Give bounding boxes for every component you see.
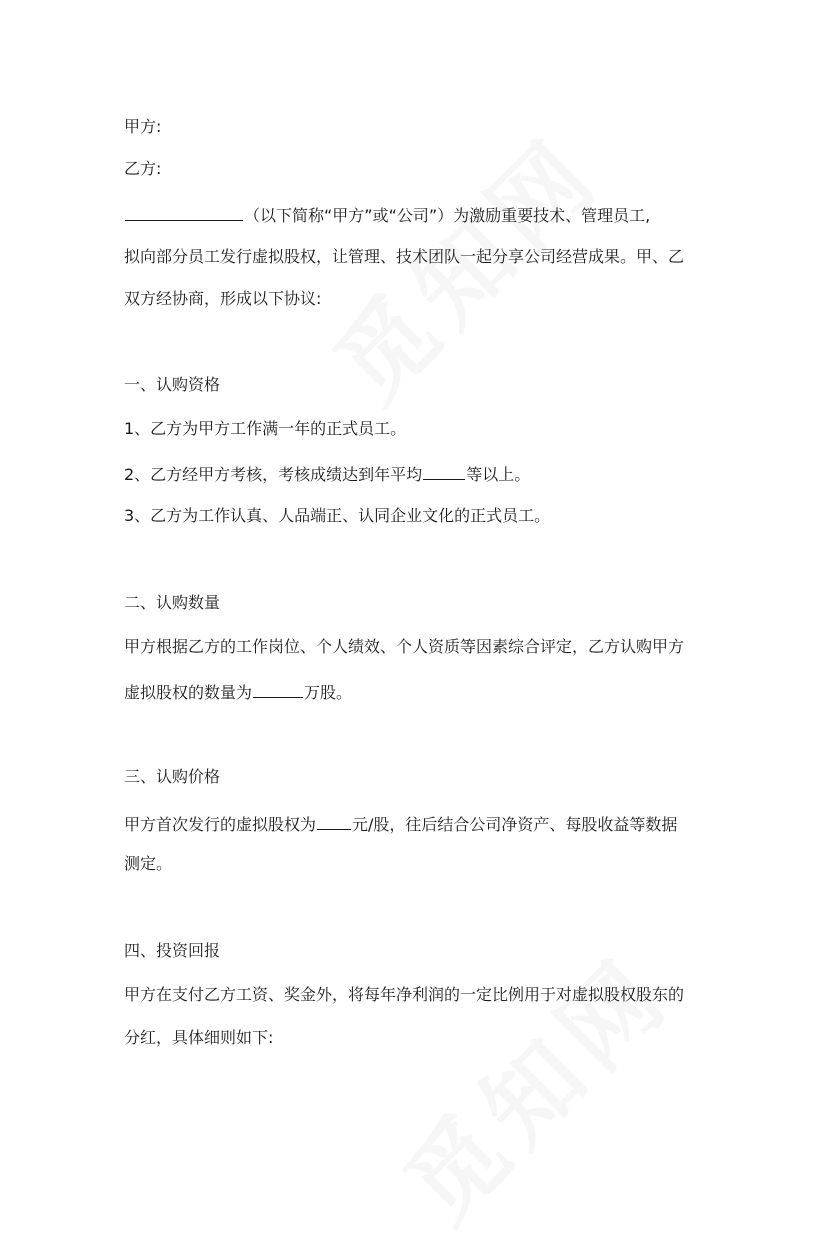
- quantity-blank: [253, 679, 303, 698]
- item-2-text-post: 等以上。: [466, 465, 531, 484]
- section-4-line-1: 甲方在支付乙方工资、奖金外，将每年净利润的一定比例用于对虚拟股权股东的: [124, 985, 685, 1004]
- grade-blank: [423, 461, 465, 480]
- intro-line-1: [124, 202, 650, 224]
- quantity-text-pre: 虚拟股权的数量为: [124, 683, 253, 702]
- section-1-title: 一、认购资格: [124, 375, 221, 394]
- quantity-text-post: 万股。: [304, 683, 353, 702]
- section-1-item-1: 1、乙方为甲方工作满一年的正式员工。: [124, 419, 407, 438]
- intro-text-1: （以下简称“甲方”或“公司”）为激励重要技术、管理员工,: [244, 206, 651, 225]
- intro-line-3: 双方经协商，形成以下协议:: [124, 289, 322, 308]
- section-3-title: 三、认购价格: [124, 767, 221, 786]
- intro-line-2: 拟向部分员工发行虚拟股权，让管理、技术团队一起分享公司经营成果。甲、乙: [124, 247, 685, 266]
- price-text-post: 元/股，往后结合公司净资产、每股收益等数据: [352, 815, 678, 834]
- section-3-line-2: 测定。: [124, 854, 173, 873]
- section-1-item-2: [124, 461, 530, 483]
- section-2-line-1: 甲方根据乙方的工作岗位、个人绩效、个人资质等因素综合评定，乙方认购甲方: [124, 637, 685, 656]
- section-1-item-3: 3、乙方为工作认真、人品端正、认同企业文化的正式员工。: [124, 506, 551, 525]
- watermark: [370, 921, 696, 1247]
- section-4-line-2: 分红，具体细则如下:: [124, 1028, 274, 1047]
- section-3-line-1: [124, 811, 677, 833]
- section-4-title: 四、投资回报: [124, 941, 221, 960]
- party-b-label: 乙方:: [124, 159, 162, 178]
- price-text-pre: 甲方首次发行的虚拟股权为: [124, 815, 317, 834]
- company-name-blank: [125, 202, 243, 221]
- section-2-line-2: [124, 679, 352, 701]
- item-2-text-pre: 2、乙方经甲方考核，考核成绩达到年平均: [124, 465, 423, 484]
- section-2-title: 二、认购数量: [124, 593, 221, 612]
- price-blank: [317, 811, 351, 830]
- party-a-label: 甲方:: [124, 117, 162, 136]
